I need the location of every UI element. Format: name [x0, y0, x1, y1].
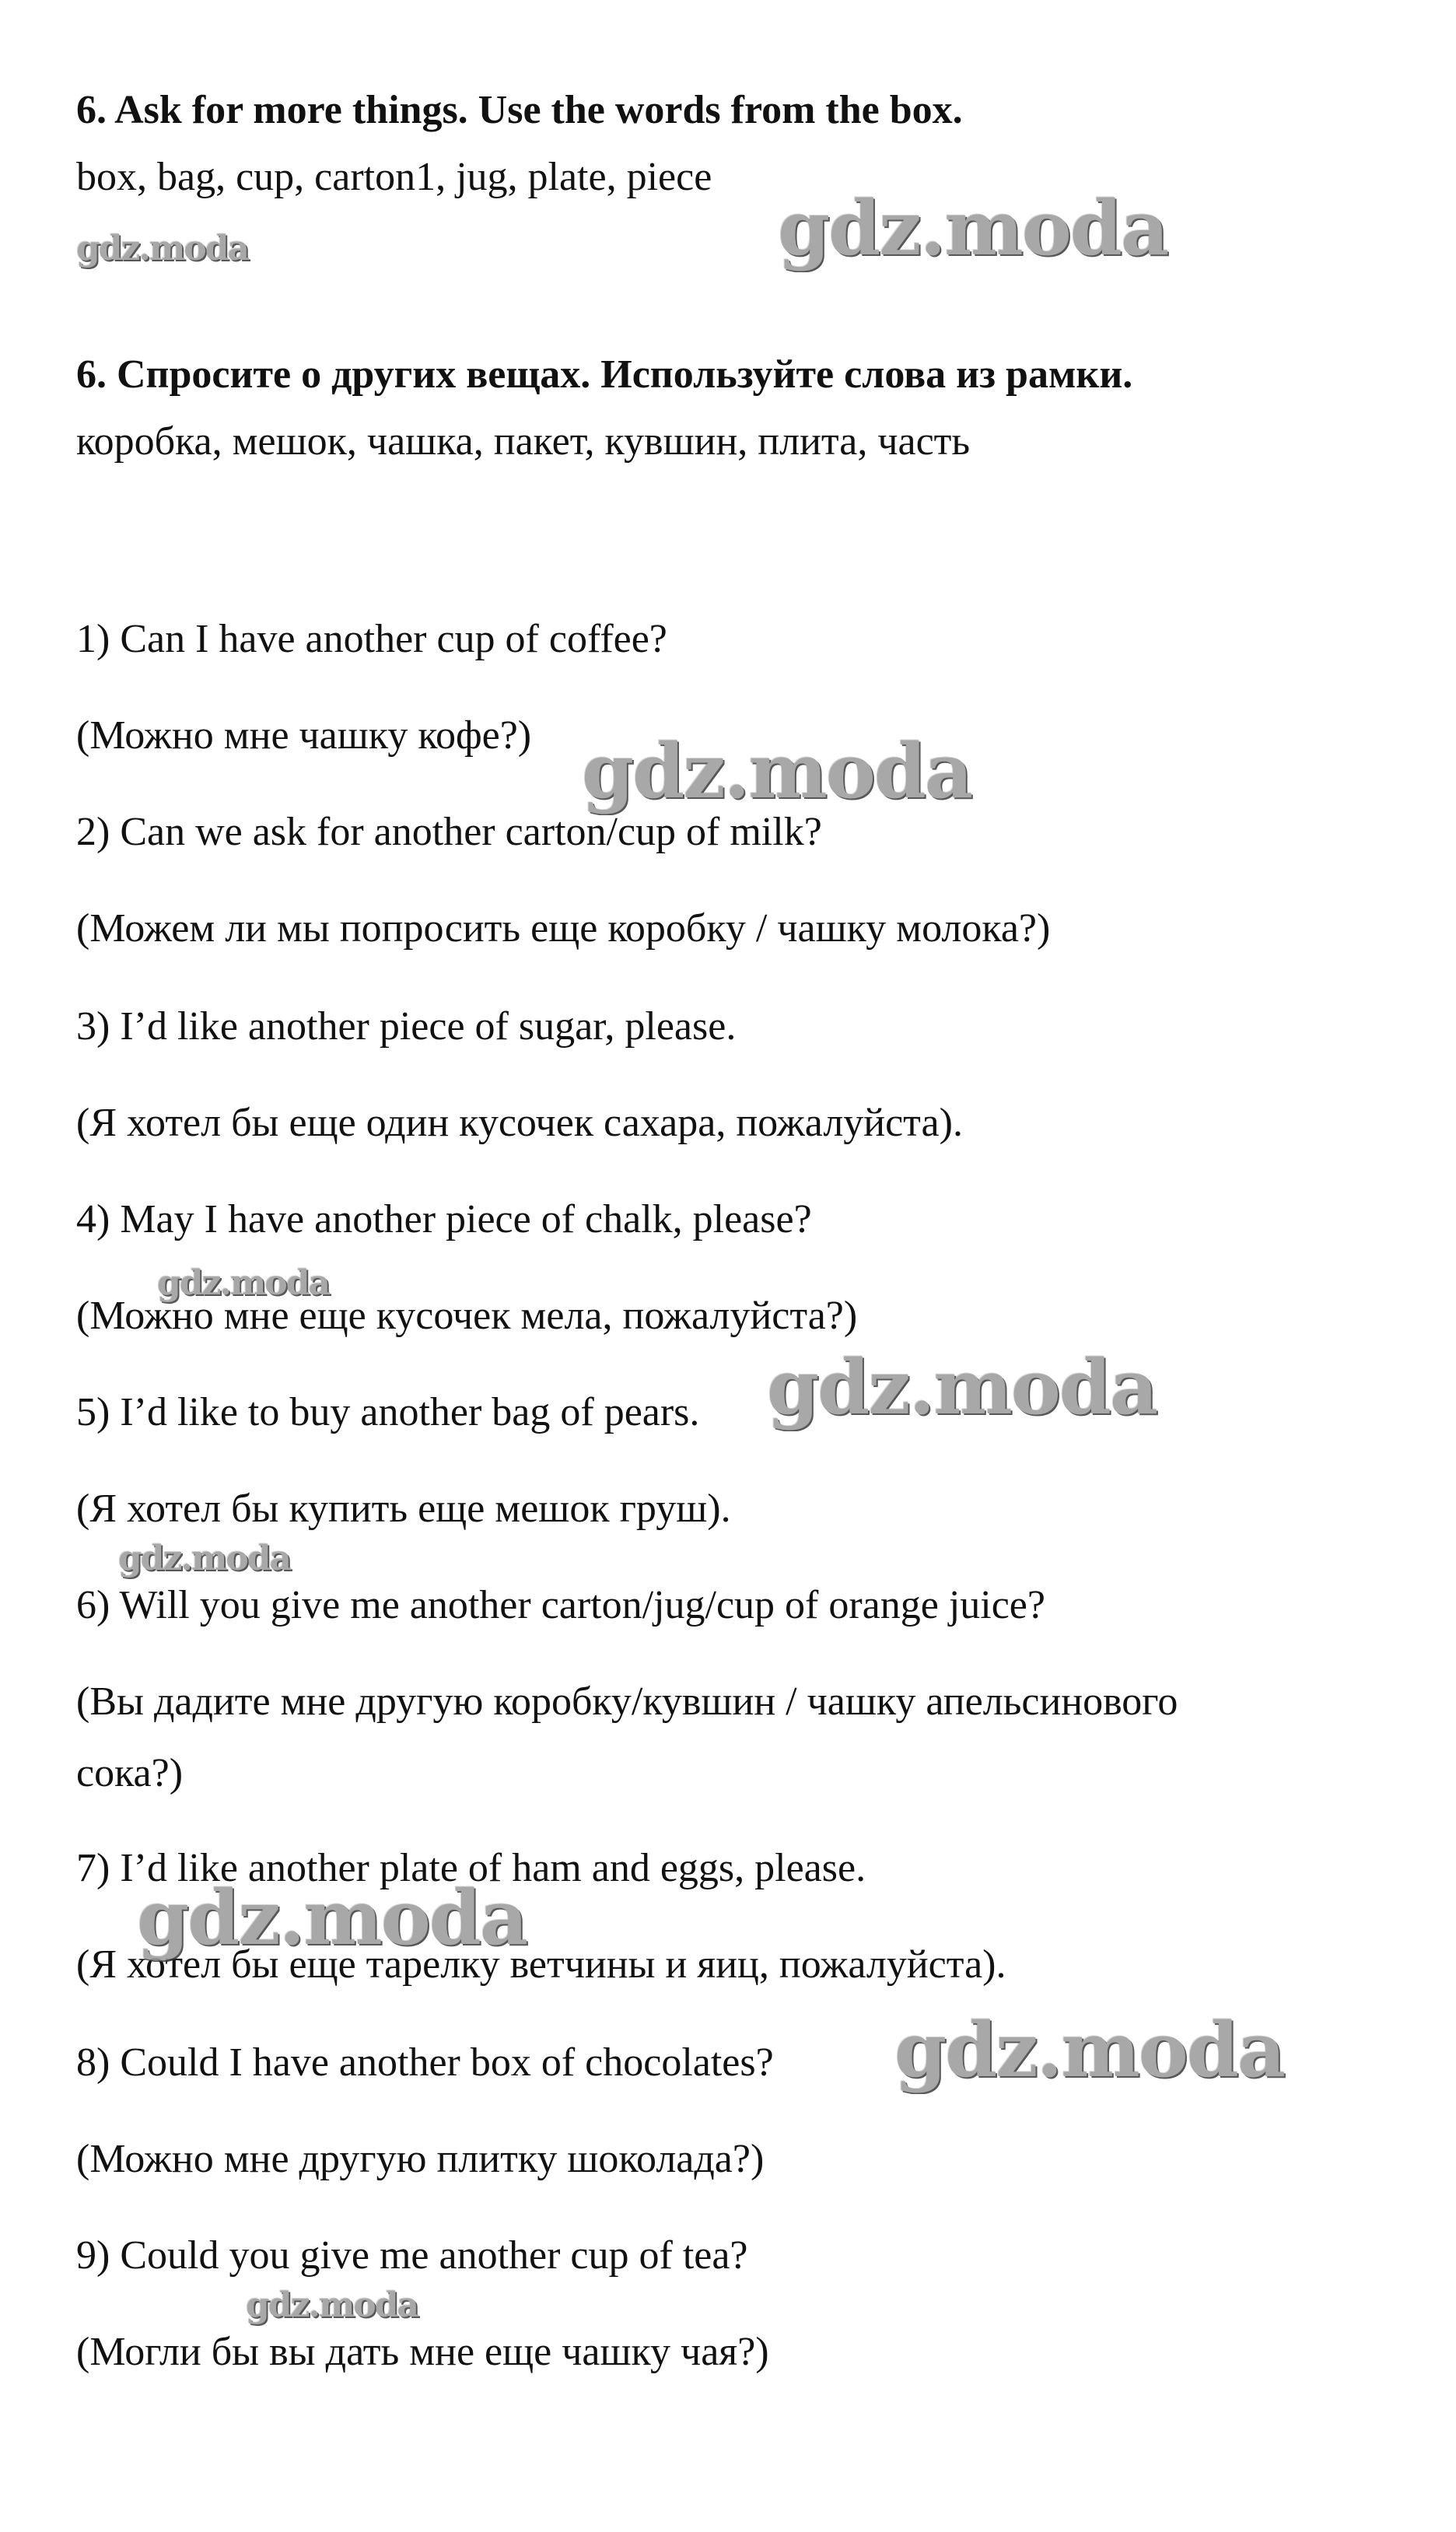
answer-4-ru: (Можно мне еще кусочек мела, пожалуйста?) [76, 1294, 858, 1338]
task-title-en: 6. Ask for more things. Use the words from the box. [76, 88, 963, 132]
answer-9-ru: (Могли бы вы дать мне еще чашку чая?) [76, 2330, 769, 2374]
answer-9-en: 9) Could you give me another cup of tea? [76, 2233, 748, 2278]
answer-6-ru-line2: сока?) [76, 1751, 184, 1795]
answer-1-en: 1) Can I have another cup of coffee? [76, 617, 667, 661]
answer-2-en: 2) Can we ask for another carton/cup of milk? [76, 810, 822, 854]
answer-8-en: 8) Could I have another box of chocolates? [76, 2040, 774, 2085]
answer-1-ru: (Можно мне чашку кофе?) [76, 713, 532, 758]
answer-5-en: 5) I’d like to buy another bag of pears. [76, 1390, 700, 1434]
watermark-logo: gdz.moda [246, 2285, 418, 2325]
watermark-logo: gdz.moda [894, 2006, 1285, 2094]
answer-6-ru-line1: (Вы дадите мне другую коробку/кувшин / чашку апельсинового [76, 1679, 1178, 1724]
answer-2-ru: (Можем ли мы попросить еще коробку / чашку молока?) [76, 906, 1051, 951]
watermark-logo: gdz.moda [767, 1343, 1157, 1431]
watermark-logo: gdz.moda [76, 229, 249, 268]
watermark-logo: gdz.moda [778, 184, 1168, 272]
answer-6-en: 6) Will you give me another carton/jug/cup of orange juice? [76, 1583, 1045, 1627]
watermark-logo: gdz.moda [118, 1539, 291, 1578]
answer-8-ru: (Можно мне другую плитку шоколада?) [76, 2137, 765, 2181]
answer-5-ru: (Я хотел бы купить еще мешок груш). [76, 1487, 731, 1531]
watermark-logo: gdz.moda [137, 1874, 527, 1962]
watermark-logo: gdz.moda [582, 727, 972, 815]
answer-4-en: 4) May I have another piece of chalk, please? [76, 1197, 812, 1241]
task-title-ru: 6. Спросите о других вещах. Используйте слова из рамки. [76, 352, 1133, 397]
watermark-logo: gdz.moda [157, 1263, 330, 1303]
answer-3-en: 3) I’d like another piece of sugar, please. [76, 1004, 737, 1049]
answer-7-ru: (Я хотел бы еще тарелку ветчины и яиц, пожалуйста). [76, 1942, 1006, 1987]
answer-7-en: 7) I’d like another plate of ham and eggs, please. [76, 1846, 866, 1890]
answer-3-ru: (Я хотел бы еще один кусочек сахара, пожалуйста). [76, 1101, 963, 1145]
word-box-ru: коробка, мешок, чашка, пакет, кувшин, плита, часть [76, 419, 971, 464]
word-box-en: box, bag, cup, carton1, jug, plate, piece [76, 155, 712, 199]
